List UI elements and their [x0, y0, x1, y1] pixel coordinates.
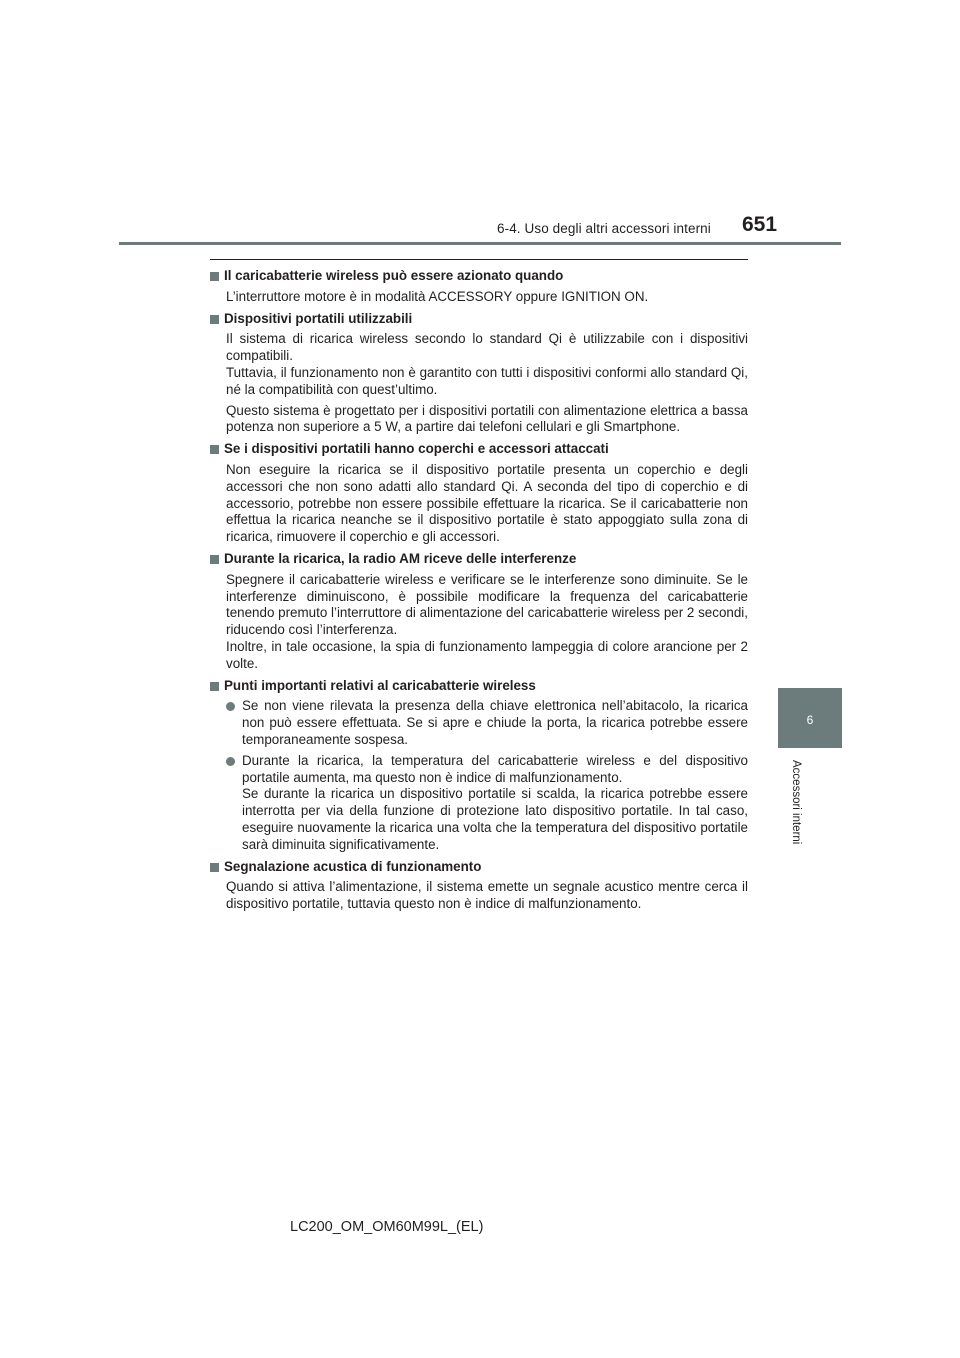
- list-item: [226, 698, 748, 748]
- chapter-tab[interactable]: [778, 688, 842, 748]
- section-title: Durante la ricarica, la radio AM riceve delle interferenze: [224, 550, 577, 566]
- header-rule: [119, 242, 841, 245]
- section-covers-accessories: [210, 441, 748, 546]
- chapter-number: 6: [806, 713, 814, 727]
- section-title: Punti importanti relativi al caricabatterie wireless: [224, 677, 536, 693]
- circle-bullet-icon: [226, 702, 235, 711]
- section-title: Se i dispositivi portatili hanno coperchi e accessori attaccati: [224, 441, 609, 457]
- square-bullet-icon: [210, 555, 219, 564]
- square-bullet-icon: [210, 315, 219, 324]
- section-paragraph: Spegnere il caricabatterie wireless e verificare se le interferenze sono diminuite. Se le interferenze diminuiscono, è possibile modificare la frequenza del caricabatterie tenendo premuto l’interruttore di alimentazione del caricabatterie wireless per 2 secondi, riducendo così l’interferenza. Inoltre, in tale occasione, la spia di funzionamento lampeggia di colore arancione per 2 volte.: [226, 571, 748, 671]
- section-title: Segnalazione acustica di funzionamento: [224, 858, 482, 874]
- section-wireless-charger-operation: [210, 268, 748, 306]
- section-heading: [210, 311, 748, 328]
- square-bullet-icon: [210, 445, 219, 454]
- chapter-label: Accessori interni: [790, 760, 802, 845]
- section-title: Il caricabatterie wireless può essere azionato quando: [224, 268, 564, 283]
- running-header-section: 6-4. Uso degli altri accessori interni: [497, 221, 711, 236]
- section-am-interference: [210, 551, 748, 673]
- circle-bullet-icon: [226, 757, 235, 766]
- square-bullet-icon: [210, 272, 219, 281]
- footer-doc-code: LC200_OM_OM60M99L_(EL): [290, 1219, 484, 1235]
- list-item-text: Durante la ricarica, la temperatura del caricabatterie wireless e del dispositivo portatile aumenta, ma questo non è indice di malfunzionamento. Se durante la ricarica un dispositivo portatile si scalda, la ricarica potrebbe essere interrotta per via della funzione di protezione lato dispositivo portatile. In tal caso, eseguire nuovamente la ricarica una volta che la temperatura del dispositivo portatile sarà diminuita significativamente.: [242, 752, 748, 852]
- section-usable-devices: [210, 311, 748, 437]
- section-acoustic-signal: [210, 859, 748, 913]
- section-important-points: [210, 678, 748, 854]
- page-number: 651: [742, 213, 778, 236]
- section-heading: [210, 678, 748, 695]
- section-paragraph: Il sistema di ricarica wireless secondo lo standard Qi è utilizzabile con i dispositivi compatibili. Tuttavia, il funzionamento non è garantito con tutti i dispositivi conformi allo standard Qi, né la compatibilità con quest’ultimo.: [226, 331, 748, 397]
- section-paragraph: L’interruttore motore è in modalità ACCESSORY oppure IGNITION ON.: [226, 288, 649, 304]
- list-item-text: Se non viene rilevata la presenza della chiave elettronica nell’abitacolo, la ricarica non può essere effettuata. Se si apre e chiude la porta, la ricarica potrebbe essere temporaneamente sospesa.: [242, 698, 748, 747]
- list-item: [226, 753, 748, 854]
- section-paragraph: Non eseguire la ricarica se il dispositivo portatile presenta un coperchio e degli accessori che non sono adatti allo standard Qi. A seconda del tipo di coperchio e di accessorio, potrebbe non essere possibile effettuare la ricarica. Se il caricabatterie non effettua la ricarica neanche se il dispositivo portatile è stato appoggiato sulla zona di ricarica, rimuovere il coperchio e gli accessori.: [226, 461, 748, 545]
- square-bullet-icon: [210, 682, 219, 691]
- section-paragraph: Quando si attiva l’alimentazione, il sistema emette un segnale acustico mentre cerca il dispositivo portatile, tuttavia questo non è indice di malfunzionamento.: [226, 879, 748, 912]
- square-bullet-icon: [210, 863, 219, 872]
- section-paragraph: Questo sistema è progettato per i dispositivi portatili con alimentazione elettrica a bassa potenza non superiore a 5 W, a partire dai telefoni cellulari e gli Smartphone.: [226, 402, 748, 435]
- section-title: Dispositivi portatili utilizzabili: [224, 310, 413, 326]
- section-heading: [210, 268, 748, 285]
- main-content: [210, 259, 748, 917]
- section-heading: [210, 551, 748, 568]
- section-heading: [210, 441, 748, 458]
- section-heading: [210, 859, 748, 876]
